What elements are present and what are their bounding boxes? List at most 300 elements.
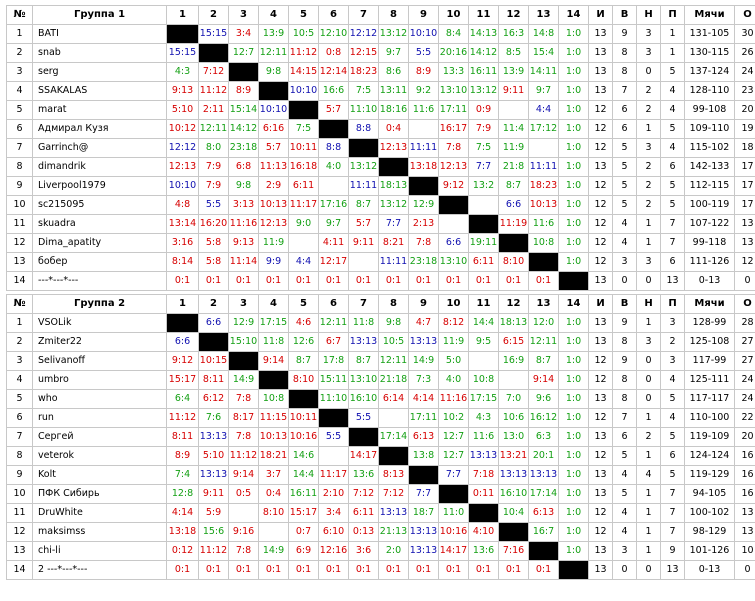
points: 27: [735, 352, 755, 371]
score-cell: 7:12: [199, 63, 229, 82]
games-played: 12: [589, 120, 613, 139]
score-cell: 0:1: [199, 272, 229, 291]
score-cell: 12:14: [319, 63, 349, 82]
self-match-cell: [167, 314, 199, 333]
column-header: П: [661, 6, 685, 25]
score-cell: 15:17: [289, 504, 319, 523]
games-played: 13: [589, 542, 613, 561]
score-cell: 0:1: [439, 272, 469, 291]
score-cell: 4:14: [409, 390, 439, 409]
team-name: maksimss: [33, 523, 167, 542]
goals: 128-99: [685, 314, 735, 333]
points: 13: [735, 504, 755, 523]
table-row: [7, 234, 755, 253]
column-header: 8: [379, 6, 409, 25]
draws: 0: [637, 371, 661, 390]
score-cell: 12:0: [529, 314, 559, 333]
score-cell: 10:8: [469, 371, 499, 390]
score-cell: [439, 215, 469, 234]
losses: 13: [661, 561, 685, 580]
score-cell: [499, 371, 529, 390]
score-cell: 13:11: [379, 82, 409, 101]
score-cell: 12:7: [439, 428, 469, 447]
score-cell: 6:8: [229, 158, 259, 177]
team-name: Kolt: [33, 466, 167, 485]
score-cell: 11:17: [289, 196, 319, 215]
score-cell: 17:11: [439, 101, 469, 120]
score-cell: 13:14: [167, 215, 199, 234]
score-cell: 14:12: [469, 44, 499, 63]
score-cell: 7:4: [167, 466, 199, 485]
row-number: 13: [7, 542, 33, 561]
losses: 3: [661, 352, 685, 371]
draws: 2: [637, 428, 661, 447]
score-cell: 21:18: [379, 371, 409, 390]
score-cell: 10:4: [499, 504, 529, 523]
draws: 3: [637, 44, 661, 63]
team-name: Dima_apatity: [33, 234, 167, 253]
score-cell: 23:18: [409, 253, 439, 272]
score-cell: 1:0: [559, 139, 589, 158]
score-cell: 13:13: [529, 466, 559, 485]
score-cell: 0:1: [229, 561, 259, 580]
score-cell: 9:12: [439, 177, 469, 196]
score-cell: 17:14: [379, 428, 409, 447]
games-played: 13: [589, 272, 613, 291]
wins: 4: [613, 504, 637, 523]
team-name: Сергей: [33, 428, 167, 447]
score-cell: 1:0: [559, 390, 589, 409]
score-cell: 3:13: [229, 196, 259, 215]
row-number: 11: [7, 215, 33, 234]
table-row: [7, 504, 755, 523]
score-cell: 13:18: [409, 158, 439, 177]
losses: 5: [661, 390, 685, 409]
score-cell: 13:13: [469, 447, 499, 466]
score-cell: 11:12: [289, 44, 319, 63]
row-number: 8: [7, 447, 33, 466]
self-match-cell: [379, 158, 409, 177]
row-number: 7: [7, 139, 33, 158]
wins: 9: [613, 25, 637, 44]
score-cell: 11:0: [439, 504, 469, 523]
table-row: [7, 44, 755, 63]
score-cell: 8:10: [499, 253, 529, 272]
score-cell: 0:1: [529, 561, 559, 580]
score-cell: 13:13: [199, 466, 229, 485]
self-match-cell: [259, 82, 289, 101]
score-cell: 16:11: [289, 485, 319, 504]
score-cell: 0:4: [379, 120, 409, 139]
games-played: 13: [589, 82, 613, 101]
score-cell: 7:9: [469, 120, 499, 139]
score-cell: 17:15: [259, 314, 289, 333]
table-row: [7, 542, 755, 561]
column-header: 2: [199, 6, 229, 25]
score-cell: 8:8: [349, 120, 379, 139]
score-cell: 0:1: [229, 272, 259, 291]
group-2-table: [6, 294, 755, 580]
games-played: 12: [589, 196, 613, 215]
score-cell: 13:13: [199, 428, 229, 447]
column-header: 12: [499, 295, 529, 314]
header-row: [7, 6, 755, 25]
score-cell: 13:13: [499, 466, 529, 485]
wins: 6: [613, 428, 637, 447]
score-cell: 4:7: [409, 314, 439, 333]
goals: 128-110: [685, 82, 735, 101]
score-cell: 16:18: [289, 158, 319, 177]
wins: 6: [613, 101, 637, 120]
score-cell: 10:11: [289, 409, 319, 428]
team-name: Zmiter22: [33, 333, 167, 352]
goals: 0-13: [685, 272, 735, 291]
goals: 137-124: [685, 63, 735, 82]
score-cell: 8:12: [439, 314, 469, 333]
points: 27: [735, 333, 755, 352]
score-cell: 12:13: [379, 139, 409, 158]
games-played: 13: [589, 25, 613, 44]
score-cell: 8:9: [167, 447, 199, 466]
score-cell: 16:12: [529, 409, 559, 428]
goals: 100-102: [685, 504, 735, 523]
score-cell: 13:12: [349, 158, 379, 177]
score-cell: 9:11: [349, 234, 379, 253]
table-row: [7, 177, 755, 196]
score-cell: 12:12: [349, 25, 379, 44]
games-played: 12: [589, 447, 613, 466]
goals: 109-110: [685, 120, 735, 139]
score-cell: 7:18: [469, 466, 499, 485]
score-cell: 0:1: [469, 272, 499, 291]
score-cell: 0:9: [469, 101, 499, 120]
team-name: BATI: [33, 25, 167, 44]
games-played: 12: [589, 139, 613, 158]
losses: 6: [661, 253, 685, 272]
score-cell: 12:8: [167, 485, 199, 504]
score-cell: 13:13: [379, 504, 409, 523]
draws: 1: [637, 120, 661, 139]
team-name: snab: [33, 44, 167, 63]
score-cell: 21:13: [379, 523, 409, 542]
score-cell: 5:10: [167, 101, 199, 120]
score-cell: 7:12: [349, 485, 379, 504]
score-cell: 8:7: [349, 196, 379, 215]
table-row: [7, 371, 755, 390]
score-cell: 7:7: [379, 215, 409, 234]
score-cell: 0:8: [319, 44, 349, 63]
score-cell: 10:8: [529, 234, 559, 253]
points: 17: [735, 158, 755, 177]
score-cell: 12:10: [319, 25, 349, 44]
points: 23: [735, 82, 755, 101]
score-cell: 15:4: [529, 44, 559, 63]
team-name: run: [33, 409, 167, 428]
team-name: ПФК Сибирь: [33, 485, 167, 504]
points: 10: [735, 542, 755, 561]
score-cell: 11:16: [229, 215, 259, 234]
score-cell: 8:13: [379, 466, 409, 485]
score-cell: 7:3: [409, 371, 439, 390]
losses: 7: [661, 504, 685, 523]
score-cell: 11:10: [319, 390, 349, 409]
score-cell: 9:0: [289, 215, 319, 234]
score-cell: 9:13: [167, 82, 199, 101]
wins: 5: [613, 158, 637, 177]
losses: 13: [661, 272, 685, 291]
group-1-table: [6, 5, 755, 291]
score-cell: 8:10: [259, 504, 289, 523]
row-number: 2: [7, 333, 33, 352]
self-match-cell: [409, 177, 439, 196]
score-cell: 14:9: [229, 371, 259, 390]
score-cell: 5:10: [199, 447, 229, 466]
score-cell: 15:10: [229, 333, 259, 352]
score-cell: 8:17: [229, 409, 259, 428]
self-match-cell: [379, 447, 409, 466]
draws: 1: [637, 215, 661, 234]
score-cell: 4:11: [319, 234, 349, 253]
draws: 1: [637, 234, 661, 253]
self-match-cell: [319, 120, 349, 139]
score-cell: 11:11: [349, 177, 379, 196]
score-cell: 0:1: [199, 561, 229, 580]
score-cell: 17:12: [529, 120, 559, 139]
wins: 9: [613, 352, 637, 371]
games-played: 12: [589, 409, 613, 428]
score-cell: 7:8: [229, 542, 259, 561]
column-header: 13: [529, 295, 559, 314]
score-cell: 9:7: [319, 215, 349, 234]
score-cell: 13:2: [469, 177, 499, 196]
score-cell: 5:7: [319, 101, 349, 120]
score-cell: 15:17: [167, 371, 199, 390]
score-cell: 2:10: [319, 485, 349, 504]
team-name: skuadra: [33, 215, 167, 234]
score-cell: 12:9: [229, 314, 259, 333]
draws: 0: [637, 561, 661, 580]
score-cell: 9:2: [409, 82, 439, 101]
score-cell: 9:11: [499, 82, 529, 101]
self-match-cell: [499, 523, 529, 542]
score-cell: 9:5: [469, 333, 499, 352]
row-number: 11: [7, 504, 33, 523]
points: 28: [735, 314, 755, 333]
losses: 5: [661, 63, 685, 82]
goals: 125-111: [685, 371, 735, 390]
score-cell: 11:10: [349, 101, 379, 120]
score-cell: 10:10: [289, 82, 319, 101]
score-cell: 10:5: [379, 333, 409, 352]
column-header: 3: [229, 6, 259, 25]
score-cell: 5:5: [349, 409, 379, 428]
group-title: Группа 1: [33, 6, 167, 25]
score-cell: 13:13: [409, 542, 439, 561]
team-name: who: [33, 390, 167, 409]
score-cell: 6:6: [439, 234, 469, 253]
table-row: [7, 25, 755, 44]
score-cell: 9:8: [379, 314, 409, 333]
goals: 110-100: [685, 409, 735, 428]
goals: 117-117: [685, 390, 735, 409]
goals: 94-105: [685, 485, 735, 504]
team-name: sc215095: [33, 196, 167, 215]
score-cell: 2:0: [379, 542, 409, 561]
score-cell: 0:1: [167, 272, 199, 291]
points: 19: [735, 120, 755, 139]
score-cell: 13:0: [499, 428, 529, 447]
score-cell: 8:6: [379, 63, 409, 82]
column-header: 4: [259, 295, 289, 314]
column-header: 7: [349, 295, 379, 314]
score-cell: 0:1: [319, 561, 349, 580]
games-played: 12: [589, 371, 613, 390]
score-cell: 8:7: [529, 352, 559, 371]
draws: 2: [637, 177, 661, 196]
score-cell: 16:17: [439, 120, 469, 139]
score-cell: 0:1: [379, 561, 409, 580]
score-cell: 1:0: [559, 447, 589, 466]
score-cell: [259, 523, 289, 542]
team-name: umbro: [33, 371, 167, 390]
score-cell: 6:7: [319, 333, 349, 352]
score-cell: 7:7: [439, 466, 469, 485]
score-cell: 9:13: [229, 234, 259, 253]
score-cell: 3:7: [259, 466, 289, 485]
column-header: 9: [409, 295, 439, 314]
score-cell: 0:1: [529, 272, 559, 291]
score-cell: 17:11: [409, 409, 439, 428]
score-cell: 13:6: [349, 466, 379, 485]
wins: 7: [613, 409, 637, 428]
score-cell: 6:12: [199, 390, 229, 409]
row-number: 7: [7, 428, 33, 447]
score-cell: 14:17: [439, 542, 469, 561]
score-cell: 19:11: [469, 234, 499, 253]
score-cell: 12:11: [529, 333, 559, 352]
score-cell: 13:12: [469, 82, 499, 101]
table-row: [7, 409, 755, 428]
score-cell: 4:4: [289, 253, 319, 272]
table-row: [7, 158, 755, 177]
goals: 115-102: [685, 139, 735, 158]
table-row: [7, 314, 755, 333]
score-cell: 3:4: [229, 25, 259, 44]
score-cell: 6:11: [349, 504, 379, 523]
score-cell: 6:13: [529, 504, 559, 523]
score-cell: 9:14: [229, 466, 259, 485]
score-cell: 5:5: [409, 44, 439, 63]
score-cell: 6:11: [289, 177, 319, 196]
score-cell: 8:7: [289, 352, 319, 371]
score-cell: 14:4: [469, 314, 499, 333]
score-cell: 5:0: [439, 352, 469, 371]
draws: 1: [637, 485, 661, 504]
self-match-cell: [259, 371, 289, 390]
score-cell: 1:0: [559, 82, 589, 101]
points: 16: [735, 485, 755, 504]
row-number: 14: [7, 272, 33, 291]
score-cell: 6:13: [409, 428, 439, 447]
goals: 99-108: [685, 101, 735, 120]
wins: 6: [613, 120, 637, 139]
score-cell: 13:13: [409, 333, 439, 352]
column-header: Мячи: [685, 295, 735, 314]
score-cell: 8:7: [499, 177, 529, 196]
score-cell: 9:7: [379, 44, 409, 63]
team-name: chi-li: [33, 542, 167, 561]
score-cell: 2:9: [259, 177, 289, 196]
score-cell: 1:0: [559, 120, 589, 139]
losses: 4: [661, 139, 685, 158]
score-cell: 2:13: [409, 215, 439, 234]
wins: 5: [613, 177, 637, 196]
column-header: В: [613, 6, 637, 25]
score-cell: 4:0: [319, 158, 349, 177]
self-match-cell: [469, 215, 499, 234]
row-number: 2: [7, 44, 33, 63]
group-title: Группа 2: [33, 295, 167, 314]
score-cell: 1:0: [559, 409, 589, 428]
wins: 3: [613, 253, 637, 272]
losses: 5: [661, 196, 685, 215]
column-header: Н: [637, 6, 661, 25]
self-match-cell: [349, 428, 379, 447]
group-1-body: [7, 25, 755, 291]
score-cell: 1:0: [559, 234, 589, 253]
score-cell: 12:9: [409, 196, 439, 215]
score-cell: 1:0: [559, 253, 589, 272]
score-cell: 6:11: [469, 253, 499, 272]
score-cell: 11:12: [167, 409, 199, 428]
score-cell: 1:0: [559, 542, 589, 561]
games-played: 13: [589, 466, 613, 485]
score-cell: 7:16: [499, 542, 529, 561]
score-cell: 8:9: [229, 82, 259, 101]
score-cell: 13:13: [349, 333, 379, 352]
goals: 107-122: [685, 215, 735, 234]
score-cell: 11:9: [259, 234, 289, 253]
score-cell: 14:6: [289, 447, 319, 466]
points: 0: [735, 561, 755, 580]
score-cell: 15:15: [199, 25, 229, 44]
score-cell: 18:13: [379, 177, 409, 196]
score-cell: 1:0: [559, 25, 589, 44]
score-cell: 1:0: [559, 101, 589, 120]
losses: 1: [661, 25, 685, 44]
games-played: 13: [589, 314, 613, 333]
points: 17: [735, 177, 755, 196]
losses: 4: [661, 82, 685, 101]
points: 24: [735, 390, 755, 409]
score-cell: 14:9: [409, 352, 439, 371]
score-cell: 8:21: [379, 234, 409, 253]
table-row: [7, 390, 755, 409]
score-cell: 8:4: [439, 25, 469, 44]
team-name: serg: [33, 63, 167, 82]
goals: 119-109: [685, 428, 735, 447]
score-cell: 10:13: [259, 196, 289, 215]
score-cell: 13:9: [499, 63, 529, 82]
score-cell: 1:0: [559, 371, 589, 390]
score-cell: 23:18: [229, 139, 259, 158]
score-cell: 11:13: [259, 158, 289, 177]
score-cell: 11:19: [499, 215, 529, 234]
score-cell: 7:8: [409, 234, 439, 253]
score-cell: 9:12: [167, 352, 199, 371]
table-row: [7, 253, 755, 272]
score-cell: 6:10: [319, 523, 349, 542]
